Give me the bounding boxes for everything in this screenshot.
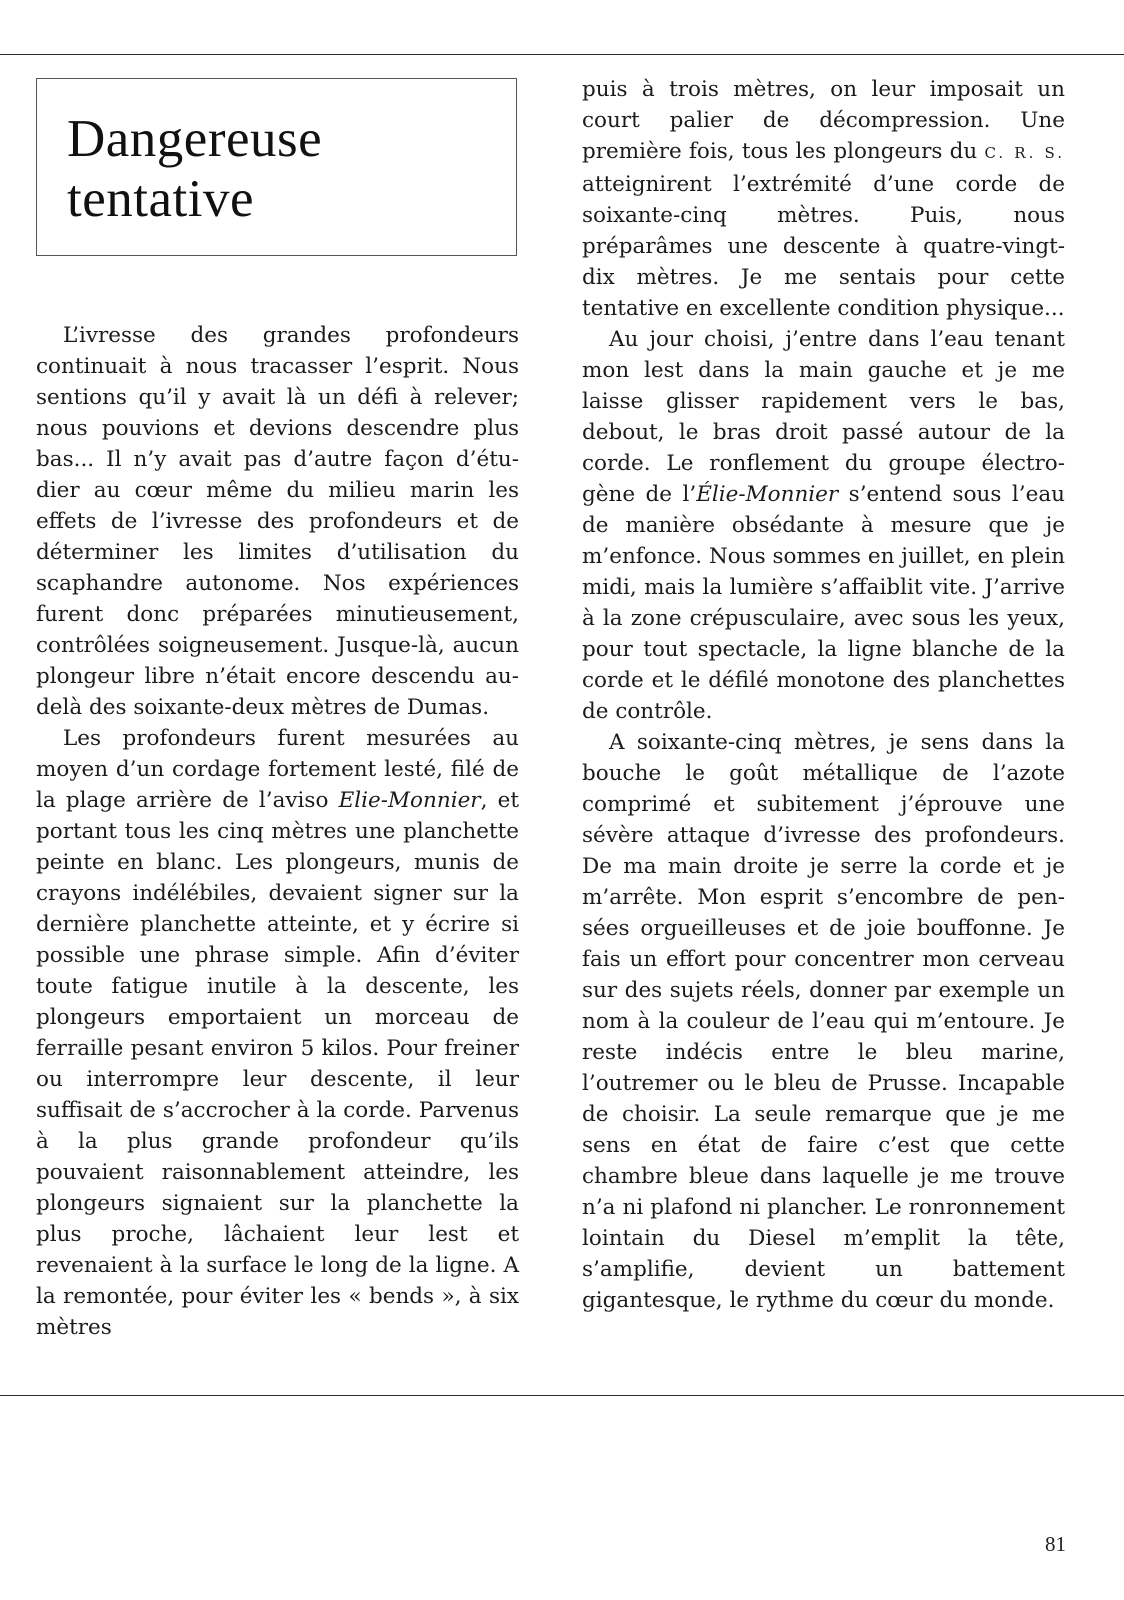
paragraph: A soixante-cinq mètres, je sens dans la bouche le goût métallique de l’azote comprimé et subitement j’éprouve une sévère attaque d’ivresse des profondeurs. De ma main droite je serre la corde et je m’arrête. Mon esprit s’encombre de pensées orgueilleuses et de joie bouffonne. Je fais un effort pour concentrer mon cerveau sur des sujets réels, donner par exemple un nom à la couleur de l’eau qui m’entoure. Je reste indécis entre le bleu marine, l’outremer ou le bleu de Prusse. Incapable de choisir. La seule remarque que je me sens en état de faire c’est que cette chambre bleue dans laquelle je me trouve n’a ni plafond ni plancher. Le ronronnement lointain du Diesel m’emplit la tête, s’amplifie, devient un battement gigantesque, le rythme du cœur du monde. <box>582 730 1065 1313</box>
paragraph: puis à trois mètres, on leur imposait un court palier de décompression. Une première fois, tous les plongeurs du C. R. S. atteignirent l’extrémité d’une corde de soixante-cinq mètres. Puis, nous préparâmes une descente à quatre-vingt-dix mètres. Je me sentais pour cette tentative en excellente condition physique... <box>582 77 1066 321</box>
title-line-1: Dangereuse <box>67 110 323 168</box>
paragraph: Au jour choisi, j’entre dans l’eau tenant mon lest dans la main gauche et je me laisse glisser rapidement vers le bas, debout, le bras droit passé autour de la corde. Le ronflement du groupe électrogène de l’Élie-Monnier s’entend sous l’eau de manière obsédante à mesure que je m’enfonce. Nous sommes en juillet, en plein midi, mais la lumière s’affaiblit vite. J’arrive à la zone crépusculaire, avec sous les yeux, pour tout spectacle, la ligne blanche de la corde et le défilé monotone des planchettes de contrôle. <box>582 327 1065 724</box>
top-rule <box>0 54 1124 55</box>
crs-abbreviation: C. R. S. <box>984 144 1066 162</box>
paragraph: Les profondeurs furent mesurées au moyen d’un cordage fortement lesté, filé de la plage arrière de l’aviso Elie-Monnier, et portant tous les cinq mètres une planchette peinte en blanc. Les plongeurs, munis de crayons indélébiles, devaient signer sur la dernière planchette atteinte, et y écrire si possible une phrase simple. Afin d’éviter toute fatigue inutile à la descente, les plongeurs emportaient un morceau de ferraille pesant environ 5 kilos. Pour freiner ou interrompre leur descente, il leur suffisait de s’accrocher à la corde. Parvenus à la plus grande profondeur qu’ils pouvaient raisonnablement atteindre, les plongeurs signaient sur la planchette la plus proche, lâchaient leur lest et revenaient à la surface le long de la ligne. A la remontée, pour éviter les « bends », à six mètres <box>36 726 519 1340</box>
ship-name: Élie-Monnier <box>696 482 839 507</box>
title-box <box>36 78 517 256</box>
page-number: 81 <box>1045 1532 1066 1556</box>
bottom-rule <box>0 1395 1124 1396</box>
right-column <box>582 74 1065 1316</box>
paragraph: L’ivresse des grandes profondeurs continuait à nous tracasser l’esprit. Nous sentions qu’il y avait là un défi à relever; nous pouvions et devions descendre plus bas... Il n’y avait pas d’autre façon d’étudier au cœur même du milieu marin les effets de l’ivresse des profondeurs et de déterminer les limites d’utilisation du scaphandre autonome. Nos expériences furent donc préparées minutieusement, contrôlées soigneusement. Jusque-là, aucun plongeur libre n’était encore descendu au-delà des soixante-deux mètres de Dumas. <box>36 323 519 720</box>
ship-name: Elie-Monnier <box>338 788 481 813</box>
title-line-2: tentative <box>67 170 254 228</box>
left-column <box>36 320 519 1343</box>
article-title <box>67 109 507 229</box>
